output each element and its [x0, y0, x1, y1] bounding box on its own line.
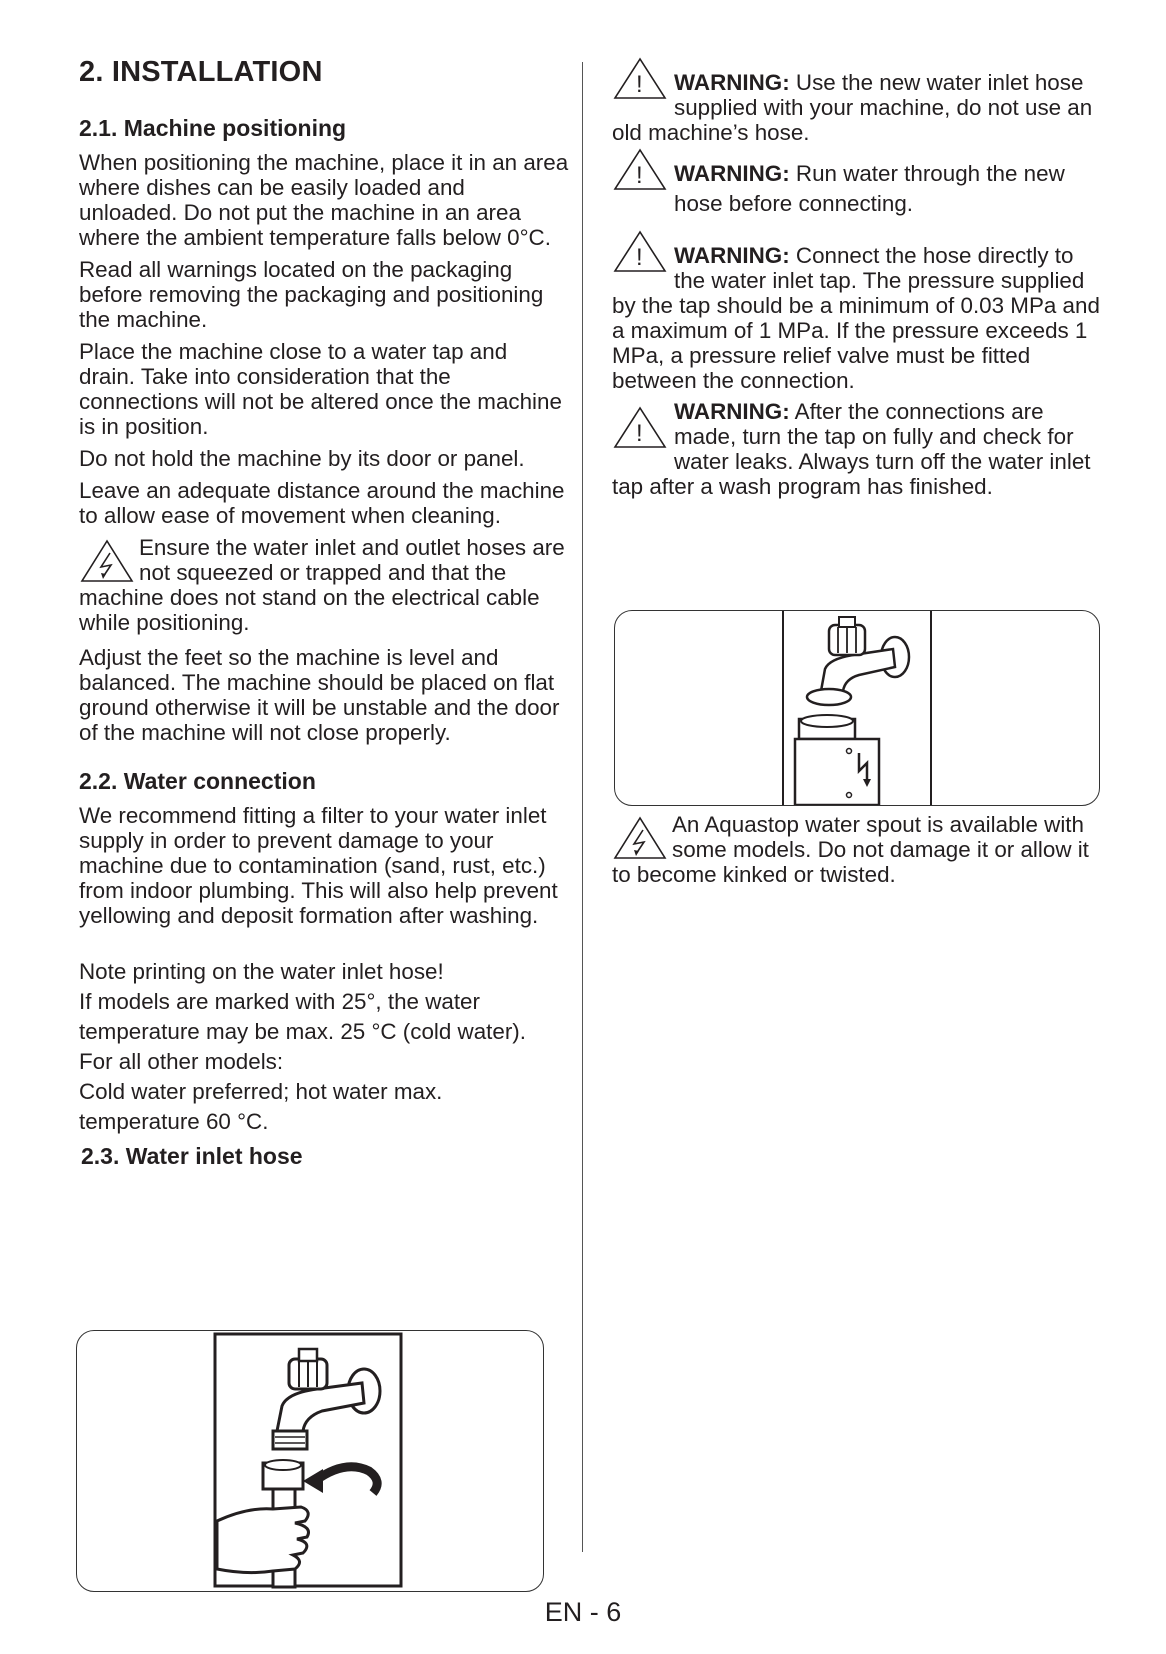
- paragraph: Adjust the feet so the machine is level and balanced. The machine should be placed on flat ground otherwise it will be unstable and the door of the machine will not close properly.: [79, 645, 560, 745]
- note-line: If models are marked with 25°, the water temperature may be max. 25 °C (cold water).: [79, 989, 526, 1044]
- svg-text:!: !: [636, 162, 643, 189]
- aquastop-illustration: [615, 611, 1099, 805]
- paragraph: Leave an adequate distance around the machine to allow ease of movement when cleaning.: [79, 478, 565, 528]
- warning-icon: [612, 405, 668, 451]
- svg-text:!: !: [636, 71, 643, 98]
- aquastop-warning: [612, 812, 1102, 887]
- heading-water-inlet-hose: 2.3. Water inlet hose: [81, 1143, 303, 1169]
- electric-warning-icon: [79, 537, 135, 585]
- paragraph: When positioning the machine, place it in an area where dishes can be easily loaded and unloaded. Do not put the machine in an area where the ambient temperature falls below 0°C.: [79, 150, 569, 250]
- paragraph: We recommend fitting a filter to your water inlet supply in order to prevent damage to your machine due to contamination (sand, rust, etc.) from indoor plumbing. This will also help prevent yellowing and deposit formation after washing.: [79, 803, 558, 928]
- left-column: [79, 56, 569, 1178]
- tap-hose-illustration: [77, 1331, 543, 1591]
- aquastop-figure: [614, 610, 1100, 806]
- warning-new-hose: [612, 70, 1102, 145]
- note-line: For all other models:: [79, 1049, 284, 1074]
- warning-run-water: [612, 159, 1102, 219]
- note-line: Cold water preferred; hot water max. temperature 60 °C.: [79, 1079, 443, 1134]
- heading-water-connection: 2.2. Water connection: [79, 768, 316, 794]
- electrical-warning-text: Ensure the water inlet and outlet hoses are not squeezed or trapped and that the machine does not stand on the electrical cable while positioning.: [79, 535, 565, 635]
- note-line: Note printing on the water inlet hose!: [79, 959, 444, 984]
- svg-text:!: !: [636, 420, 643, 447]
- warning-icon: [612, 229, 668, 275]
- warning-icon: [612, 56, 668, 102]
- warning-label: WARNING:: [674, 70, 790, 95]
- hose-note: [79, 957, 569, 1137]
- svg-text:!: !: [636, 244, 643, 271]
- electrical-warning: [79, 535, 569, 635]
- right-column: [612, 70, 1102, 509]
- warning-label: WARNING:: [674, 161, 790, 186]
- warning-connect-hose: [612, 243, 1102, 393]
- column-divider: [582, 62, 583, 1552]
- warning-label: WARNING:: [674, 243, 790, 268]
- water-inlet-hose-figure: [76, 1330, 544, 1592]
- warning-check-leaks: [612, 399, 1102, 499]
- paragraph: Read all warnings located on the packaging before removing the packaging and positioning the machine.: [79, 257, 544, 332]
- aquastop-warning-text: An Aquastop water spout is available with some models. Do not damage it or allow it to become kinked or twisted.: [612, 812, 1089, 887]
- warning-icon: [612, 147, 668, 193]
- page-number: EN - 6: [544, 1597, 622, 1627]
- paragraph: Do not hold the machine by its door or panel.: [79, 446, 525, 471]
- electric-warning-icon: [612, 814, 668, 862]
- paragraph: Place the machine close to a water tap and drain. Take into consideration that the connections will not be altered once the machine is in position.: [79, 339, 562, 439]
- heading-machine-positioning: 2.1. Machine positioning: [79, 115, 347, 141]
- warning-text: Use the new water inlet hose supplied with your machine, do not use an old machine’s hose.: [612, 70, 1093, 145]
- warning-label: WARNING:: [674, 399, 790, 424]
- section-title: 2. INSTALLATION: [79, 56, 323, 88]
- warning-text: Connect the hose directly to the water inlet tap. The pressure supplied by the tap should be a minimum of 0.03 MPa and a maximum of 1 MPa. If the pressure exceeds 1 MPa, a pressure relief valve must be fitted between the connection.: [612, 243, 1100, 393]
- warning-text: Run water through the new hose before connecting.: [674, 161, 1065, 216]
- warning-text: After the connections are made, turn the tap on fully and check for water leaks. Always turn off the water inlet tap after a wash program has finished.: [612, 399, 1091, 499]
